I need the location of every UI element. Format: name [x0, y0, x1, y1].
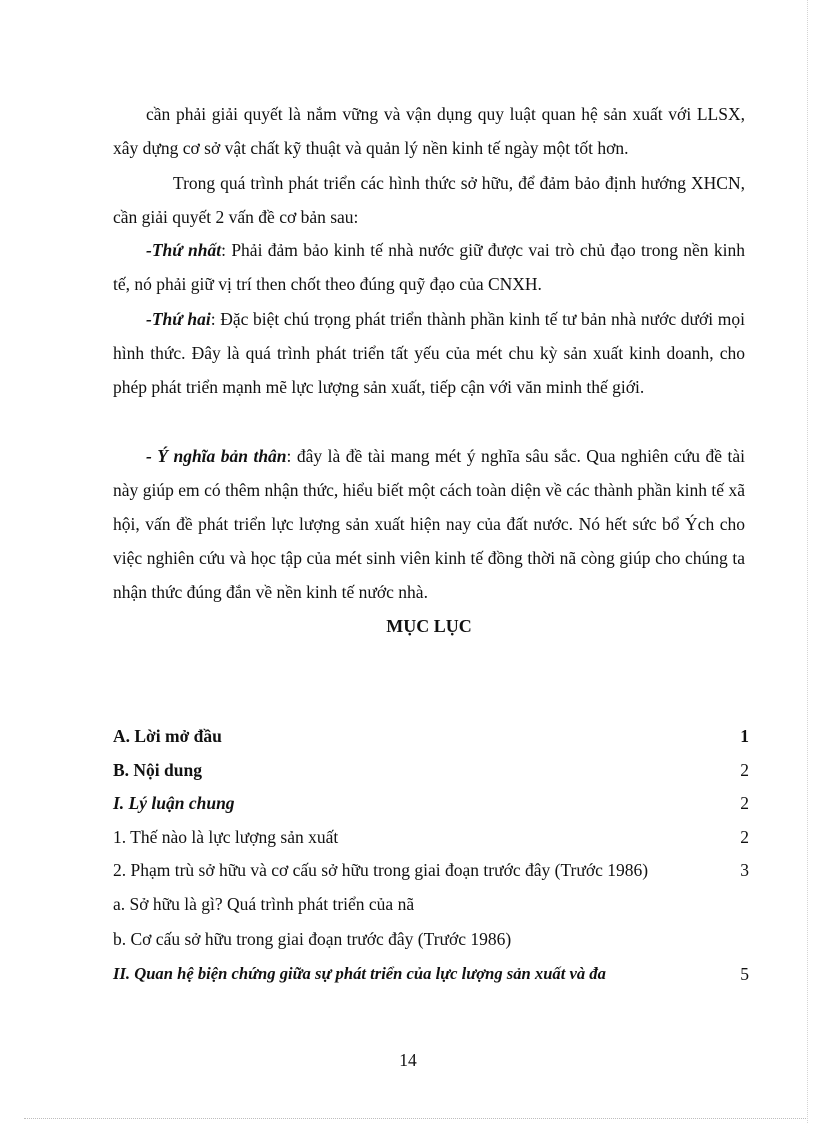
- second-point-label: -Thứ hai: [146, 309, 211, 329]
- toc-entry-page: 1: [740, 726, 749, 746]
- page-number: 14: [399, 1050, 417, 1070]
- toc-heading: MỤC LỤC: [386, 616, 472, 636]
- toc-entry-title: 1. Thế nào là lực lượng sản xuất: [113, 827, 339, 847]
- toc-entry-title: 2. Phạm trù sở hữu và cơ cấu sở hữu trong giai đoạn trước đây (Trước 1986): [113, 860, 649, 880]
- toc-entry-title: II. Quan hệ biện chứng giữa sự phát triển của lực lượng sản xuất và đa: [113, 964, 606, 983]
- paragraph-text: : Đặc biệt chú trọng phát triển thành phần kinh tế tư bản nhà nước dưới mọi hình thức. Đây là quá trình phát triển tất yếu của mét chu kỳ sản xuất kinh doanh, cho phép phát triển mạnh mẽ lực lượng sản xuất, tiếp cận với văn minh thế giới.: [113, 309, 745, 397]
- toc-entry-title: A. Lời mở đầu: [113, 726, 222, 746]
- toc-entry-title: a. Sở hữu là gì? Quá trình phát triển của nã: [113, 894, 415, 914]
- page-bottom-divider: [24, 1118, 808, 1119]
- paragraph-first-point: [113, 233, 745, 301]
- page-right-divider: [807, 0, 808, 1123]
- toc-entry-page: 3: [740, 860, 749, 880]
- paragraph-text: Trong quá trình phát triển các hình thức sở hữu, để đảm bảo định hướng XHCN, cần giải quyết 2 vấn đề cơ bản sau:: [113, 173, 745, 227]
- toc-entry-page: 2: [740, 793, 749, 813]
- paragraph-continuation: [113, 97, 745, 165]
- toc-entry-page: 5: [740, 964, 749, 984]
- first-point-label: -Thứ nhất: [146, 240, 222, 260]
- paragraph-text: : Phải đảm bảo kinh tế nhà nước giữ được vai trò chủ đạo trong nền kinh tế, nó phải giữ vị trí then chốt theo đúng quỹ đạo của CNXH.: [113, 240, 745, 294]
- toc-entry-title: I. Lý luận chung: [113, 793, 235, 813]
- toc-entry-title: B. Nội dung: [113, 760, 202, 780]
- paragraph-ownership-forms: [113, 166, 745, 234]
- toc-entry-page: 2: [740, 827, 749, 847]
- toc-entry-title: b. Cơ cấu sở hữu trong giai đoạn trước đây (Trước 1986): [113, 929, 512, 949]
- paragraph-second-point: [113, 302, 745, 404]
- paragraph-text: : đây là đề tài mang mét ý nghĩa sâu sắc. Qua nghiên cứu đề tài này giúp em có thêm nhận thức, hiểu biết một cách toàn diện về các thành phần kinh tế xã hội, vấn đề phát triển lực lượng sản xuất hiện nay của đất nước. Nó hết sức bổ Ých cho việc nghiên cứu và học tập của mét sinh viên kinh tế đồng thời nã còng giúp cho chúng ta nhận thức đúng đắn về nền kinh tế nước nhà.: [113, 446, 745, 602]
- paragraph-significance: [113, 439, 745, 609]
- paragraph-text: cần phải giải quyết là nắm vững và vận dụng quy luật quan hệ sản xuất với LLSX, xây dựng cơ sở vật chất kỹ thuật và quản lý nền kinh tế ngày một tốt hơn.: [113, 104, 745, 158]
- significance-label: - Ý nghĩa bản thân: [146, 446, 287, 466]
- toc-entry-page: 2: [740, 760, 749, 780]
